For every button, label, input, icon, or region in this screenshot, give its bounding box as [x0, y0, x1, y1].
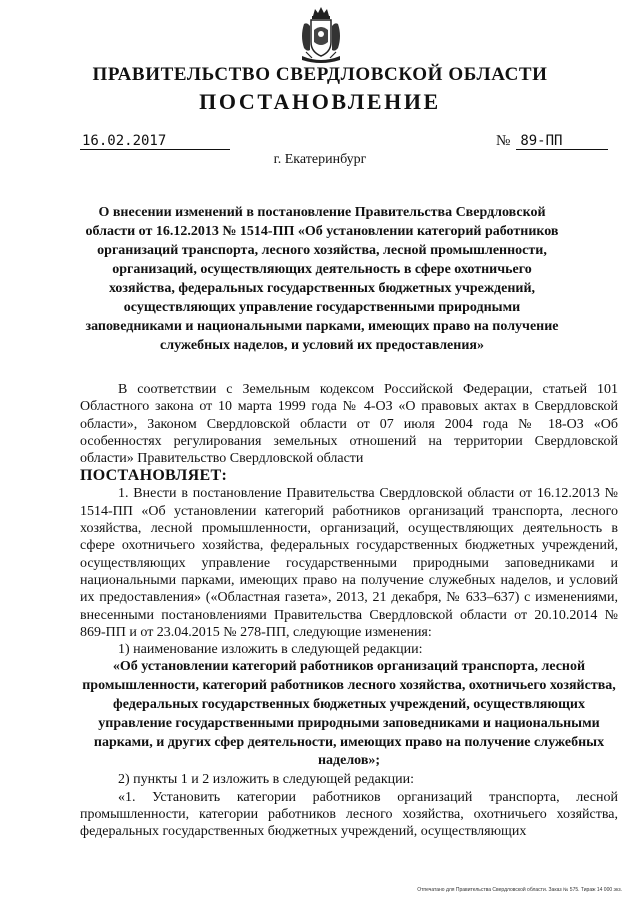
coat-of-arms-icon [298, 6, 344, 66]
document-number: 89-ПП [516, 133, 608, 150]
document-body [80, 381, 618, 840]
document-type-heading: ПОСТАНОВЛЕНИЕ [199, 89, 441, 114]
document-number-block [496, 133, 608, 150]
city-line: г. Екатеринбург [273, 152, 367, 167]
document-title: О внесении изменений в постановление Правительства Свердловской области от 16.12.2013 № 1514-ПП «Об установлении категорий работников организаций транспорта, лесного хозяйства, лесной промышленности, организаций, осуществляющих деятельность в сфере охотничьего хозяйства, федеральных государственных бюджетных учреждений, осуществляющих управление государственными природными заповедниками и национальными парками, имеющих право на получение служебных наделов, и условий их предоставления» [85, 205, 559, 353]
preamble-paragraph: В соответствии с Земельным кодексом Российской Федерации, статьей 101 Областного закона от 10 марта 1999 года № 4-ОЗ «О правовых актах в Свердловской области», Законом Свердловской области от 07 июля 2004 года № 18-ОЗ «Об особенностях регулирования земельных отношений на территории Свердловской области» Правительство Свердловской области [80, 382, 618, 467]
subitem-2-paragraph: 2) пункты 1 и 2 изложить в следующей редакции: [118, 772, 415, 788]
print-footer: Отпечатано для Правительства Свердловской области. Заказ № 575. Тираж 14 000 экз. [417, 887, 622, 893]
new-title-quote: «Об установлении категорий работников организаций транспорта, лесной промышленности, категорий работников лесного хозяйства, охотничьего хозяйства, федеральных государственных бюджетных учреждений, осуществляющих управление государственными природными заповедниками и национальными парками, и других сфер деятельности, имеющих право на получение служебных наделов»; [82, 659, 616, 769]
quoted-item-1-paragraph: «1. Установить категории работников организаций транспорта, лесной промышленности, категории работников лесного хозяйства, охотничьего хозяйства, федеральных государственных бюджетных учреждений, осуществляющих [80, 789, 618, 840]
number-sign: № [496, 133, 511, 149]
subitem-1-paragraph: 1) наименование изложить в следующей редакции: [118, 642, 423, 658]
document-date: 16.02.2017 [80, 133, 230, 150]
resolves-heading: ПОСТАНОВЛЯЕТ: [80, 467, 228, 485]
item-1-paragraph: 1. Внести в постановление Правительства Свердловской области от 16.12.2013 № 1514-ПП «Об установлении категорий работников организаций транспорта, лесного хозяйства, лесной промышленности, организаций, осуществляющих деятельность в сфере охотничьего хозяйства, федеральных государственных бюджетных учреждений, осуществляющих управление государственными природными заповедниками и национальными парками, имеющих право на получение служебных наделов, и условий их предоставления» («Областная газета», 2013, 21 декабря, № 633–637) с изменениями, внесенными постановлениями Правительства Свердловской области от 20.10.2014 № 869-ПП и от 23.04.2015 № 278-ПП, следующие изменения: [80, 486, 618, 640]
organization-heading: ПРАВИТЕЛЬСТВО СВЕРДЛОВСКОЙ ОБЛАСТИ [92, 64, 548, 85]
